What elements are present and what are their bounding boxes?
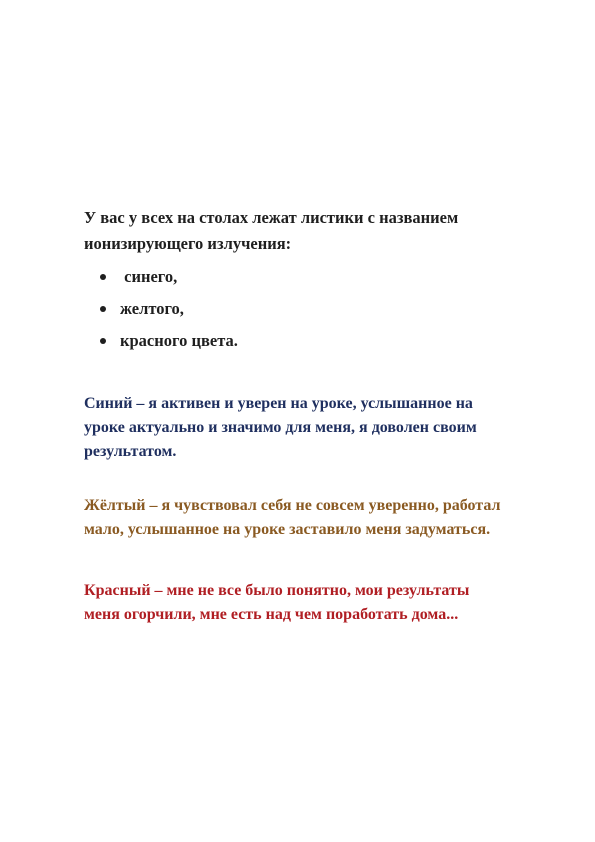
bullet-icon — [100, 338, 106, 344]
list-item — [100, 325, 238, 357]
color-options-list — [100, 261, 238, 357]
blue-line-1: Синий – я активен и уверен на уроке, услышанное на — [84, 395, 473, 412]
blue-line-2: уроке актуально и значимо для меня, я доволен своим — [84, 419, 477, 436]
intro-paragraph — [84, 205, 564, 257]
option-red-label: красного цвета. — [120, 331, 238, 350]
option-blue-label: синего, — [120, 267, 178, 286]
yellow-description — [84, 494, 554, 542]
option-yellow-label: желтого, — [120, 299, 184, 318]
list-item — [100, 261, 238, 293]
red-line-2: меня огорчили, мне есть над чем поработать дома... — [84, 606, 459, 623]
list-item — [100, 293, 238, 325]
blue-line-3: результатом. — [84, 443, 177, 460]
red-description — [84, 579, 554, 627]
red-line-1: Красный – мне не все было понятно, мои результаты — [84, 582, 470, 599]
bullet-icon — [100, 274, 106, 280]
intro-line-1: У вас у всех на столах лежат листики с названием — [84, 208, 459, 227]
bullet-icon — [100, 306, 106, 312]
intro-line-2: ионизирующего излучения: — [84, 234, 292, 253]
blue-description — [84, 392, 554, 464]
yellow-line-2: мало, услышанное на уроке заставило меня задуматься. — [84, 521, 491, 538]
yellow-line-1: Жёлтый – я чувствовал себя не совсем уверенно, работал — [84, 497, 501, 514]
